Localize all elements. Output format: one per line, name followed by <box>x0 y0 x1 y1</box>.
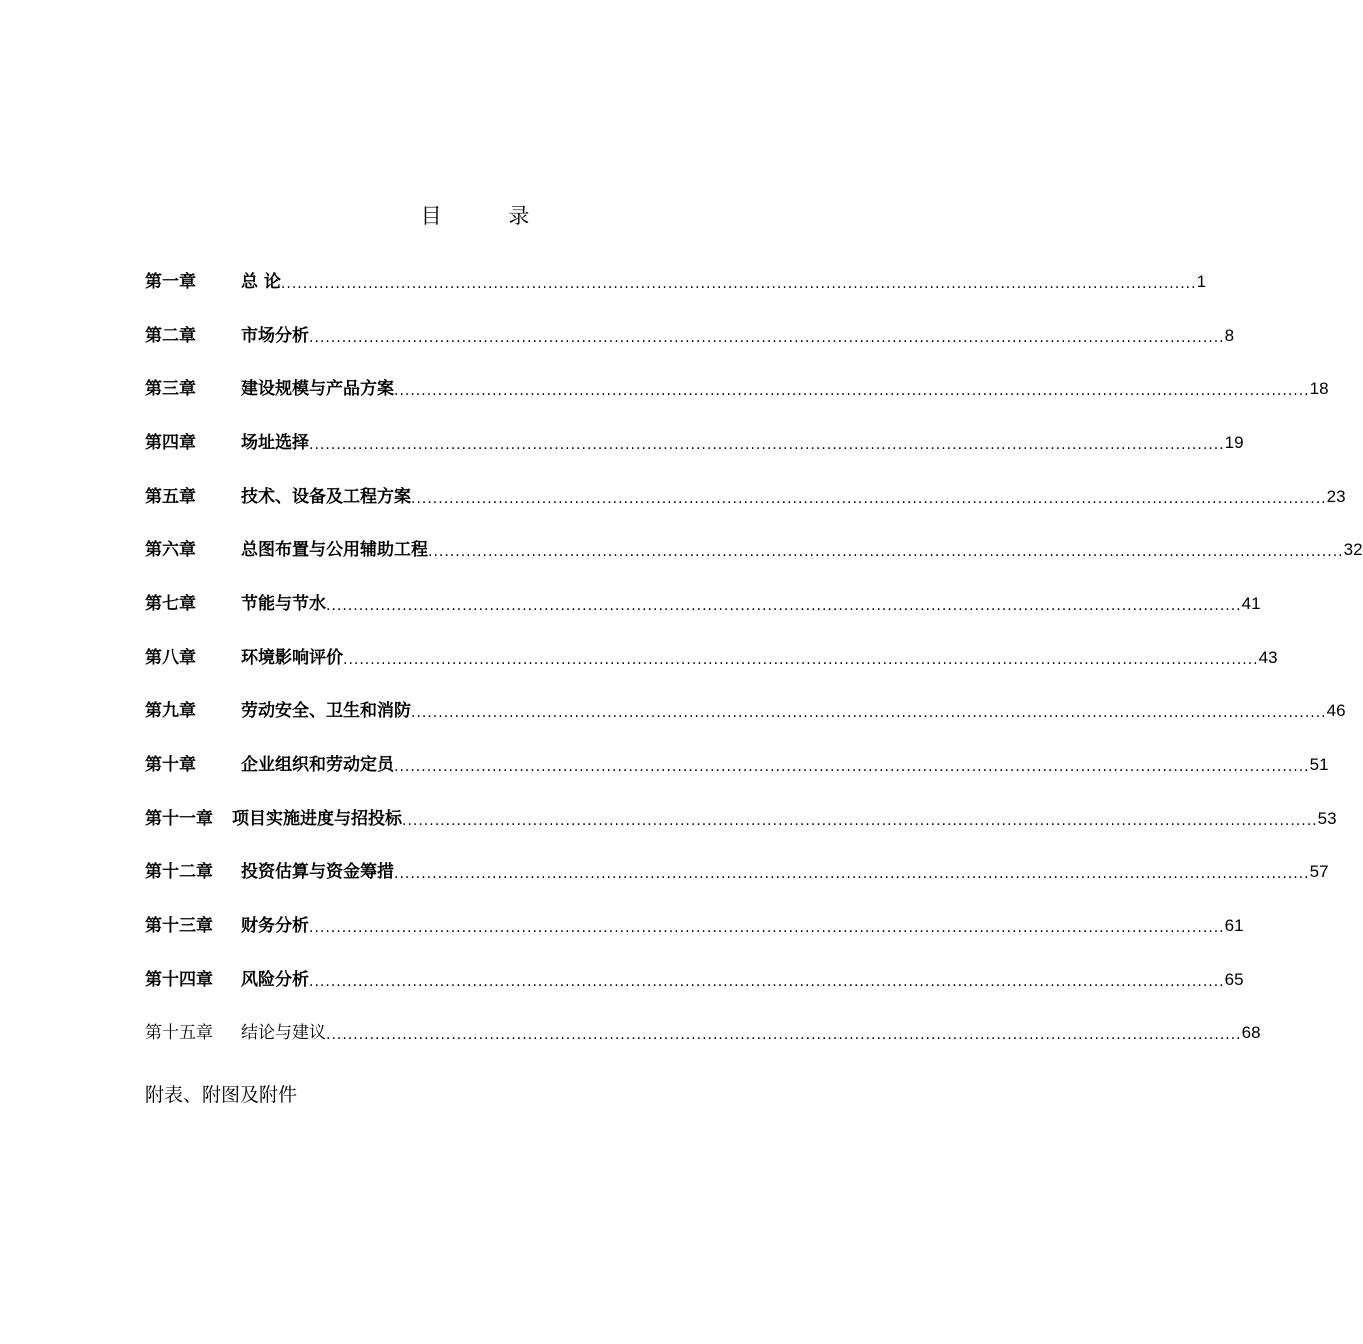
toc-chapter-number: 第三章 <box>145 379 196 400</box>
toc-chapter-heading: 市场分析 <box>241 325 309 346</box>
toc-chapter-heading: 风险分析 <box>241 969 309 990</box>
toc-dot-leader: ........................................................................................................................................................................ <box>411 705 1327 722</box>
toc-entry-11[interactable] <box>145 792 1337 846</box>
toc-appendix-heading[interactable]: 附表、附图及附件 <box>145 1084 298 1106</box>
toc-chapter-number: 第一章 <box>145 271 196 292</box>
toc-chapter-number: 第十五章 <box>145 1023 213 1044</box>
toc-dot-leader: ........................................................................................................................................................................ <box>326 597 1242 614</box>
toc-chapter-heading: 总 论 <box>241 271 281 292</box>
toc-chapter-heading: 环境影响评价 <box>241 647 343 668</box>
toc-entry-14[interactable] <box>145 953 1244 1007</box>
toc-entry-7[interactable] <box>145 577 1261 631</box>
toc-page-number: 18 <box>1309 379 1329 399</box>
toc-chapter-number: 第六章 <box>145 540 196 561</box>
toc-chapter-number: 第五章 <box>145 486 196 507</box>
toc-dot-leader: ........................................................................................................................................................................ <box>394 759 1310 776</box>
toc-chapter-heading: 企业组织和劳动定员 <box>241 755 394 776</box>
toc-chapter-number: 第九章 <box>145 701 196 722</box>
toc-dot-leader: ........................................................................................................................................................................ <box>343 651 1259 668</box>
toc-chapter-number: 第十二章 <box>145 862 213 883</box>
toc-chapter-heading: 技术、设备及工程方案 <box>241 486 411 507</box>
toc-dot-leader: ........................................................................................................................................................................ <box>280 275 1197 292</box>
toc-entry-12[interactable] <box>145 846 1329 900</box>
toc-entry-3[interactable] <box>145 362 1329 416</box>
toc-page-number: 1 <box>1196 271 1207 291</box>
toc-title: 目 录 <box>420 204 560 228</box>
toc-dot-leader: ........................................................................................................................................................................ <box>309 920 1225 937</box>
toc-chapter-number: 第八章 <box>145 647 196 668</box>
toc-entry-9[interactable] <box>145 685 1346 739</box>
toc-entry-13[interactable] <box>145 899 1244 953</box>
toc-page-number: 8 <box>1224 325 1235 345</box>
toc-chapter-number: 第七章 <box>145 593 196 614</box>
toc-entry-8[interactable] <box>145 631 1278 685</box>
toc-chapter-heading: 建设规模与产品方案 <box>241 379 394 400</box>
toc-dot-leader: ........................................................................................................................................................................ <box>411 490 1327 507</box>
toc-page-number: 53 <box>1317 808 1337 828</box>
toc-page-number: 46 <box>1326 701 1346 721</box>
toc-entry-2[interactable] <box>145 309 1235 363</box>
toc-page-number: 32 <box>1343 540 1363 560</box>
toc-chapter-heading: 结论与建议 <box>241 1023 326 1044</box>
toc-entry-10[interactable] <box>145 738 1329 792</box>
toc-entry-15[interactable] <box>145 1007 1261 1061</box>
toc-page-number: 65 <box>1224 969 1244 989</box>
toc-chapter-number: 第十四章 <box>145 969 213 990</box>
toc-dot-leader: ........................................................................................................................................................................ <box>402 812 1318 829</box>
toc-chapter-number: 第四章 <box>145 432 196 453</box>
toc-entry-5[interactable] <box>145 470 1346 524</box>
toc-chapter-heading: 投资估算与资金筹措 <box>241 862 394 883</box>
toc-chapter-heading: 节能与节水 <box>241 593 326 614</box>
toc-chapter-heading: 场址选择 <box>241 432 309 453</box>
toc-dot-leader: ........................................................................................................................................................................ <box>309 436 1225 453</box>
toc-chapter-number: 第二章 <box>145 325 196 346</box>
toc-page-number: 51 <box>1309 755 1329 775</box>
toc-chapter-number: 第十三章 <box>145 916 213 937</box>
toc-dot-leader: ........................................................................................................................................................................ <box>309 973 1225 990</box>
toc-page-number: 68 <box>1241 1023 1261 1043</box>
toc-list <box>145 255 1363 1060</box>
toc-chapter-heading: 劳动安全、卫生和消防 <box>241 701 411 722</box>
toc-page-number: 19 <box>1224 432 1244 452</box>
toc-chapter-heading: 财务分析 <box>241 916 309 937</box>
toc-chapter-number: 第十章 <box>145 755 196 776</box>
toc-entry-1[interactable] <box>145 255 1207 309</box>
toc-page-number: 23 <box>1326 486 1346 506</box>
toc-chapter-number: 第十一章 <box>145 808 213 829</box>
toc-page-number: 57 <box>1309 862 1329 882</box>
toc-dot-leader: ........................................................................................................................................................................ <box>394 866 1310 883</box>
toc-dot-leader: ........................................................................................................................................................................ <box>394 383 1310 400</box>
toc-entry-6[interactable] <box>145 523 1363 577</box>
toc-page-number: 61 <box>1224 916 1244 936</box>
toc-page-number: 41 <box>1241 593 1261 613</box>
toc-page-number: 43 <box>1258 647 1278 667</box>
toc-entry-4[interactable] <box>145 416 1244 470</box>
toc-dot-leader: ........................................................................................................................................................................ <box>309 329 1225 346</box>
toc-chapter-heading: 项目实施进度与招投标 <box>232 808 402 829</box>
toc-dot-leader: ........................................................................................................................................................................ <box>428 544 1344 561</box>
toc-dot-leader: ........................................................................................................................................................................ <box>326 1027 1242 1044</box>
toc-chapter-heading: 总图布置与公用辅助工程 <box>241 540 428 561</box>
